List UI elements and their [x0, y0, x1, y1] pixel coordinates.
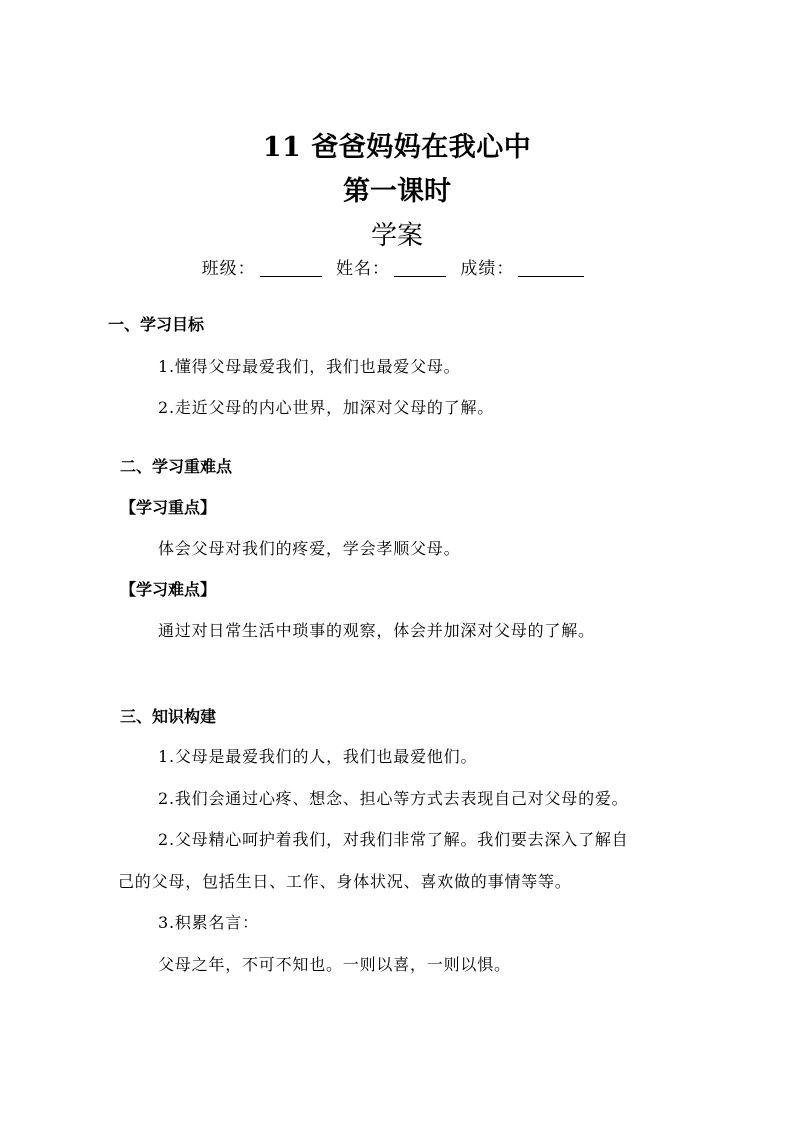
score-blank-field[interactable] [518, 258, 584, 277]
key-point-text: 体会父母对我们的疼爱，学会孝顺父母。 [158, 539, 461, 558]
section-heading-key-points: 二、学习重难点 [120, 457, 233, 476]
section-heading-knowledge: 三、知识构建 [120, 707, 217, 726]
class-blank-field[interactable] [260, 258, 322, 277]
lesson-period: 第一课时 [343, 176, 451, 207]
document-type: 学案 [370, 221, 423, 251]
score-label: 成绩： [460, 259, 515, 279]
goal-item: 1.懂得父母最爱我们，我们也最爱父母。 [158, 357, 461, 376]
section-heading-learning-goals: 一、学习目标 [108, 315, 205, 334]
class-label: 班级： [201, 259, 256, 279]
goal-item: 2.走近父母的内心世界，加深对父母的了解。 [158, 398, 495, 417]
knowledge-item: 2.我们会通过心疼、想念、担心等方式去表现自己对父母的爱。 [158, 789, 629, 808]
knowledge-item: 2.父母精心呵护着我们，对我们非常了解。我们要去深入了解自 [158, 830, 629, 849]
difficulty-text: 通过对日常生活中琐事的观察，体会并加深对父母的了解。 [158, 621, 595, 640]
lesson-title: 11 爸爸妈妈在我心中 [262, 132, 532, 163]
name-blank-field[interactable] [394, 258, 446, 277]
key-point-label: 【学习重点】 [120, 498, 217, 517]
name-label: 姓名： [336, 259, 390, 279]
knowledge-item-continuation: 己的父母，包括生日、工作、身体状况、喜欢做的事情等等。 [118, 872, 572, 891]
quote-text: 父母之年，不可不知也。一则以喜，一则以惧。 [158, 955, 511, 974]
knowledge-item: 3.积累名言： [158, 913, 259, 932]
title-block [0, 126, 794, 258]
knowledge-item: 1.父母是最爱我们的人，我们也最爱他们。 [158, 747, 478, 766]
difficulty-label: 【学习难点】 [120, 580, 217, 599]
student-info-row [0, 256, 794, 282]
